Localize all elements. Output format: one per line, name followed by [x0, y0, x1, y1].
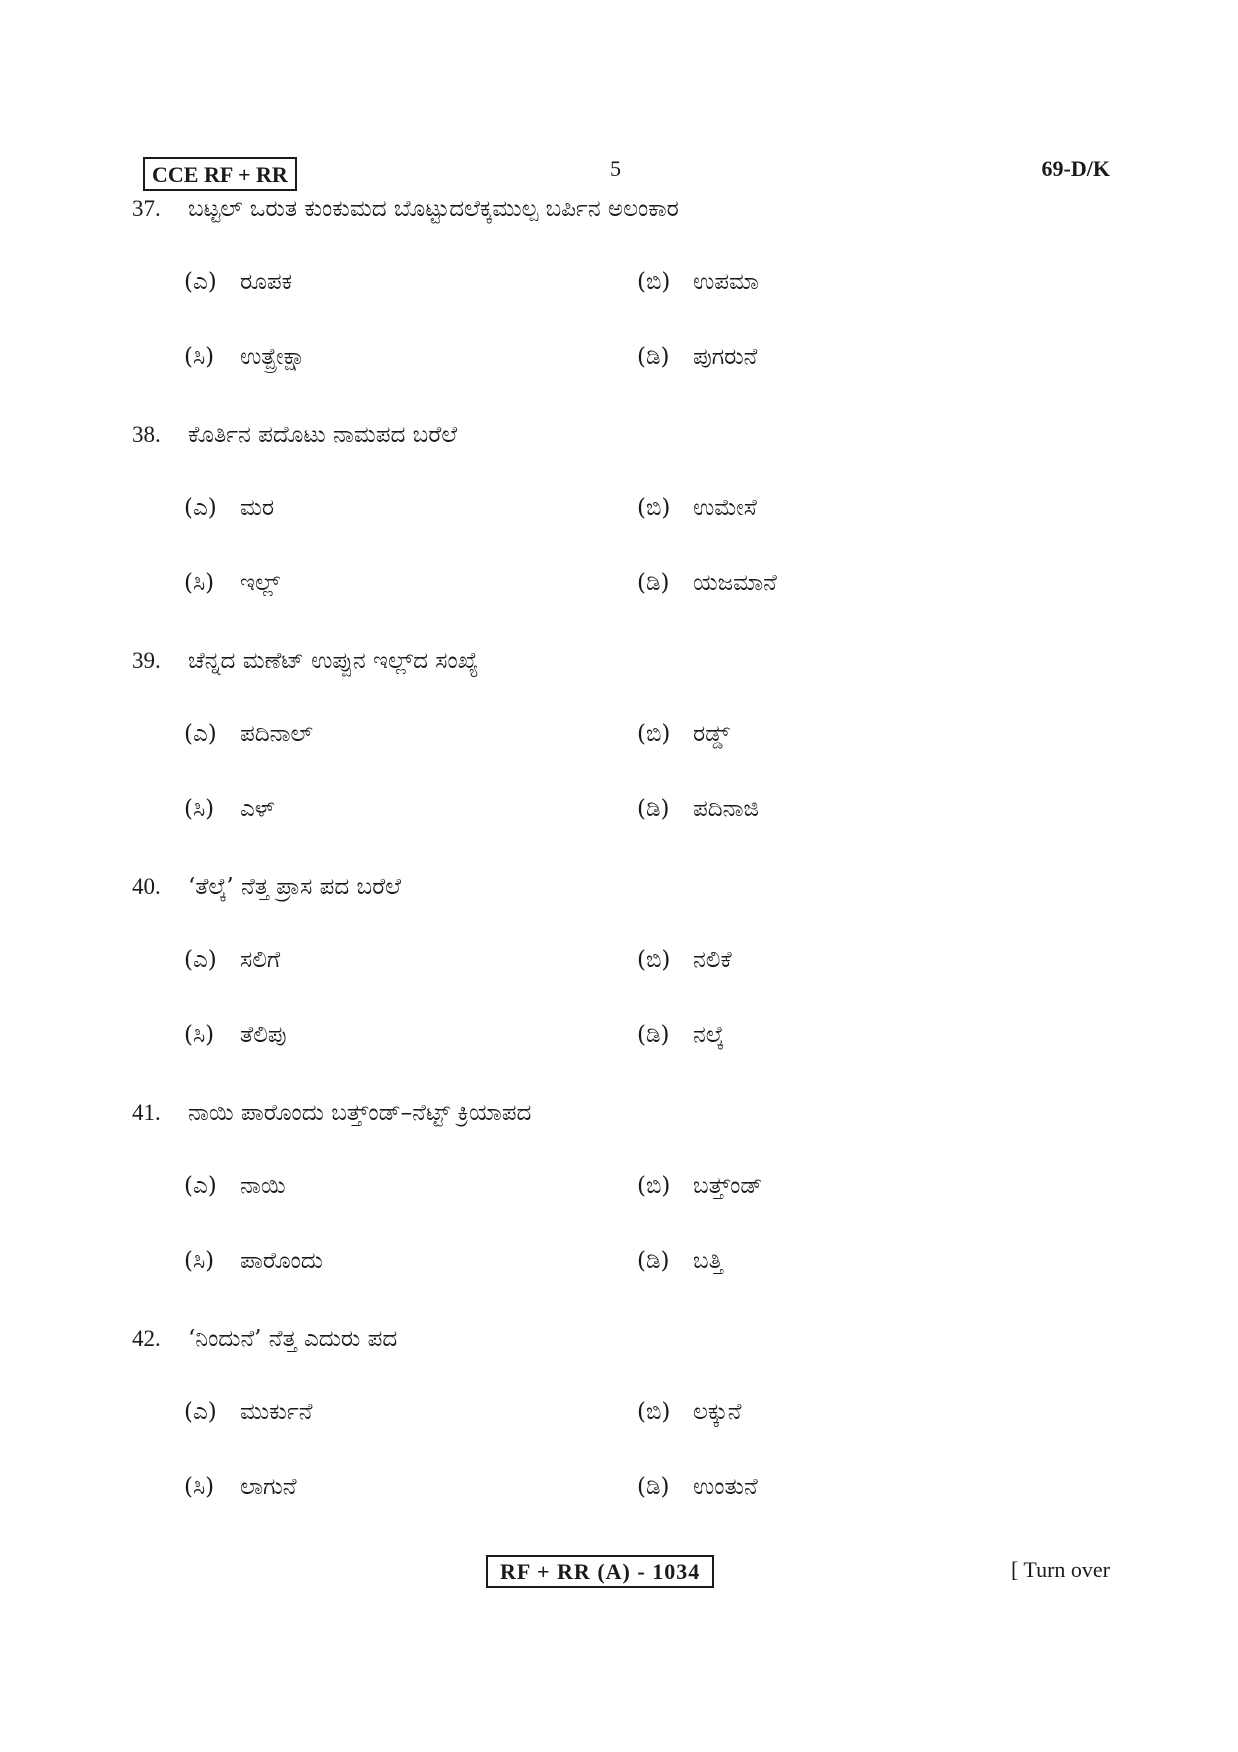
- options: [132, 914, 1112, 1064]
- option-text: ಲಕ್ಕುನೆ: [693, 1399, 742, 1425]
- option-text: ಪದಿನಾಲ್: [240, 721, 313, 747]
- footer-paper-code: RF + RR (A) - 1034: [486, 1555, 714, 1588]
- option-b: [637, 721, 730, 747]
- options: [132, 236, 1112, 386]
- option-label: (ಎ): [184, 1173, 217, 1199]
- option-d: [637, 1022, 724, 1048]
- option-b: [637, 1173, 762, 1199]
- option-text: ಉಂತುನೆ: [693, 1474, 758, 1500]
- option-label: (ಬಿ): [637, 1399, 671, 1425]
- option-text: ಪದಿನಾಜಿ: [693, 796, 759, 822]
- option-text: ತೆಲಿಪು: [240, 1022, 287, 1048]
- option-text: ಯಜಮಾನೆ: [693, 570, 777, 596]
- question-number: 42.: [132, 1326, 161, 1351]
- question-number: 38.: [132, 422, 161, 447]
- option-b: [637, 1399, 741, 1425]
- option-label: (ಬಿ): [637, 1173, 671, 1199]
- option-text: ಪಾರೊಂದು: [240, 1248, 323, 1274]
- option-label: (ಡಿ): [637, 1474, 670, 1500]
- option-text: ರಡ್ಡ್: [693, 721, 730, 747]
- question-text: ಚೆನ್ನದ ಮಣೆಟ್ ಉಪ್ಪುನ ಇಲ್ಲ್‌ದ ಸಂಖ್ಯೆ: [188, 648, 479, 674]
- option-a: [184, 1399, 312, 1425]
- option-text: ಸಲಿಗೆ: [240, 947, 281, 973]
- option-c: [184, 1474, 297, 1500]
- option-label: (ಸಿ): [184, 570, 215, 596]
- option-label: (ಎ): [184, 721, 217, 747]
- option-text: ಉಮೇಸೆ: [693, 495, 757, 521]
- question-42: [132, 1326, 1112, 1516]
- option-label: (ಸಿ): [184, 1022, 215, 1048]
- option-text: ಬತ್ತ್‌ಂಡ್: [693, 1173, 763, 1199]
- option-c: [184, 1022, 286, 1048]
- option-label: (ಬಿ): [637, 269, 671, 295]
- options: [132, 1140, 1112, 1290]
- option-text: ಉತ್ಪ್ರೇಕ್ಷಾ: [240, 344, 306, 370]
- option-label: (ಎ): [184, 495, 217, 521]
- option-text: ಎಳ್: [240, 796, 275, 822]
- question-text: ಕೊರ್ತಿನ ಪದೊಟು ನಾಮಪದ ಬರೆಲೆ: [188, 422, 458, 448]
- option-label: (ಎ): [184, 269, 217, 295]
- options: [132, 688, 1112, 838]
- option-label: (ಡಿ): [637, 1022, 670, 1048]
- option-b: [637, 947, 732, 973]
- option-text: ನಲಿಕೆ: [693, 947, 732, 973]
- option-a: [184, 1173, 286, 1199]
- option-text: ರೂಪಕ: [240, 269, 292, 295]
- turn-over-note: [ Turn over: [1010, 1557, 1110, 1582]
- question-number: 41.: [132, 1100, 161, 1125]
- option-label: (ಡಿ): [637, 344, 670, 370]
- option-c: [184, 796, 275, 822]
- option-label: (ಬಿ): [637, 721, 671, 747]
- option-label: (ಡಿ): [637, 1248, 670, 1274]
- option-text: ನಾಯಿ: [240, 1173, 286, 1199]
- option-d: [637, 796, 759, 822]
- option-label: (ಬಿ): [637, 495, 671, 521]
- option-text: ಮರ: [240, 495, 275, 521]
- question-38: [132, 422, 1112, 612]
- option-text: ಉಪಮಾ: [693, 269, 760, 295]
- option-text: ಬತ್ತಿ: [693, 1248, 723, 1274]
- question-text: ‘ತೆಲ್ಕೆ’ ನೆತ್ತ ಪ್ರಾಸ ಪದ ಬರೆಲೆ: [188, 874, 402, 900]
- question-text: ನಾಯಿ ಪಾರೊಂದು ಬತ್ತ್‌ಂಡ್–ನೆಟ್ಟ್ ಕ್ರಿಯಾಪದ: [188, 1100, 532, 1126]
- option-label: (ಸಿ): [184, 1474, 215, 1500]
- option-b: [637, 495, 757, 521]
- option-label: (ಡಿ): [637, 796, 670, 822]
- question-number: 39.: [132, 648, 161, 673]
- option-text: ನಲ್ಕೆ: [693, 1022, 724, 1048]
- option-a: [184, 947, 280, 973]
- option-d: [637, 1474, 758, 1500]
- option-c: [184, 344, 306, 370]
- option-d: [637, 344, 757, 370]
- option-label: (ಎ): [184, 1399, 217, 1425]
- question-41: [132, 1100, 1112, 1290]
- options: [132, 1366, 1112, 1516]
- question-number: 40.: [132, 874, 161, 899]
- question-40: [132, 874, 1112, 1064]
- option-b: [637, 269, 759, 295]
- option-label: (ಡಿ): [637, 570, 670, 596]
- option-label: (ಸಿ): [184, 344, 215, 370]
- question-number: 37.: [132, 196, 161, 221]
- question-39: [132, 648, 1112, 838]
- option-label: (ಸಿ): [184, 796, 215, 822]
- page-number: 5: [610, 156, 621, 181]
- option-a: [184, 495, 274, 521]
- option-text: ಇಲ್ಲ್: [240, 570, 281, 596]
- option-text: ಮುರ್ಕುನೆ: [240, 1399, 313, 1425]
- option-d: [637, 570, 777, 596]
- option-label: (ಎ): [184, 947, 217, 973]
- question-text: ‘ನಿಂದುನೆ’ ನೆತ್ತ ಎದುರು ಪದ: [188, 1326, 398, 1352]
- option-a: [184, 721, 313, 747]
- header-box: CCE RF + RR: [143, 157, 297, 191]
- option-c: [184, 570, 280, 596]
- option-d: [637, 1248, 723, 1274]
- question-37: [132, 196, 1112, 386]
- paper-code: 69-D/K: [1041, 156, 1110, 181]
- option-text: ಪುಗರುನೆ: [693, 344, 758, 370]
- option-a: [184, 269, 292, 295]
- option-label: (ಬಿ): [637, 947, 671, 973]
- option-label: (ಸಿ): [184, 1248, 215, 1274]
- option-text: ಲಾಗುನೆ: [240, 1474, 297, 1500]
- question-text: ಬಟ್ಟಲ್ ಒರುತ ಕುಂಕುಮದ ಬೊಟ್ಟುದಲೆಕ್ಕಮುಲ್ಪ ಬರ್ಪಿನ ಅಲಂಕಾರ: [188, 196, 679, 222]
- option-c: [184, 1248, 323, 1274]
- options: [132, 462, 1112, 612]
